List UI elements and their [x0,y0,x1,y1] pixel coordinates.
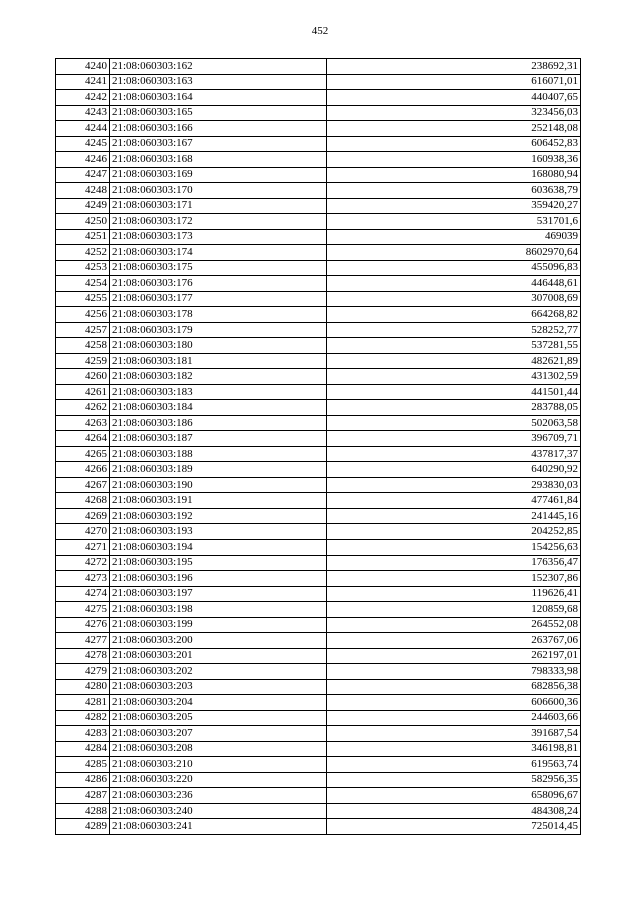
cadastral-number-cell: 21:08:060303:166 [110,121,327,137]
cadastral-value-cell: 238692,31 [327,59,581,75]
cadastral-value-cell: 8602970,64 [327,245,581,261]
cadastral-number-cell: 21:08:060303:240 [110,803,327,819]
row-number-cell: 4282 [56,710,110,726]
cadastral-value-cell: 323456,03 [327,105,581,121]
row-number-cell: 4246 [56,152,110,168]
cadastral-value-cell: 359420,27 [327,198,581,214]
table-row [56,90,581,106]
row-number-cell: 4289 [56,819,110,835]
row-number-cell: 4253 [56,260,110,276]
row-number-cell: 4273 [56,571,110,587]
cadastral-number-cell: 21:08:060303:202 [110,664,327,680]
row-number-cell: 4277 [56,633,110,649]
row-number-cell: 4250 [56,214,110,230]
table-row [56,586,581,602]
table-row [56,648,581,664]
table-row [56,602,581,618]
row-number-cell: 4261 [56,384,110,400]
cadastral-number-cell: 21:08:060303:171 [110,198,327,214]
row-number-cell: 4244 [56,121,110,137]
cadastral-number-cell: 21:08:060303:182 [110,369,327,385]
cadastral-value-cell: 283788,05 [327,400,581,416]
row-number-cell: 4265 [56,446,110,462]
cadastral-number-cell: 21:08:060303:165 [110,105,327,121]
cadastral-value-cell: 252148,08 [327,121,581,137]
cadastral-value-cell: 176356,47 [327,555,581,571]
cadastral-number-cell: 21:08:060303:174 [110,245,327,261]
cadastral-value-cell: 664268,82 [327,307,581,323]
table-row [56,477,581,493]
cadastral-value-cell: 307008,69 [327,291,581,307]
table-row [56,353,581,369]
table-row [56,105,581,121]
table-row [56,369,581,385]
cadastral-number-cell: 21:08:060303:204 [110,695,327,711]
row-number-cell: 4256 [56,307,110,323]
cadastral-number-cell: 21:08:060303:172 [110,214,327,230]
row-number-cell: 4266 [56,462,110,478]
cadastral-number-cell: 21:08:060303:236 [110,788,327,804]
cadastral-number-cell: 21:08:060303:205 [110,710,327,726]
row-number-cell: 4263 [56,415,110,431]
cadastral-value-cell: 154256,63 [327,539,581,555]
cadastral-number-cell: 21:08:060303:197 [110,586,327,602]
cadastral-number-cell: 21:08:060303:189 [110,462,327,478]
row-number-cell: 4264 [56,431,110,447]
cadastral-value-cell: 262197,01 [327,648,581,664]
table-row [56,384,581,400]
cadastral-value-cell: 619563,74 [327,757,581,773]
row-number-cell: 4278 [56,648,110,664]
cadastral-value-cell: 725014,45 [327,819,581,835]
table-body [56,59,581,835]
cadastral-number-cell: 21:08:060303:186 [110,415,327,431]
table-row [56,508,581,524]
cadastral-value-cell: 537281,55 [327,338,581,354]
row-number-cell: 4286 [56,772,110,788]
cadastral-number-cell: 21:08:060303:187 [110,431,327,447]
row-number-cell: 4288 [56,803,110,819]
cadastral-value-cell: 437817,37 [327,446,581,462]
cadastral-value-cell: 682856,38 [327,679,581,695]
row-number-cell: 4269 [56,508,110,524]
cadastral-value-table [55,58,581,835]
cadastral-number-cell: 21:08:060303:170 [110,183,327,199]
table-row [56,803,581,819]
table-row [56,664,581,680]
table-row [56,276,581,292]
cadastral-value-cell: 482621,89 [327,353,581,369]
table-row [56,617,581,633]
row-number-cell: 4271 [56,539,110,555]
page-number: 452 [311,25,329,37]
table-row [56,338,581,354]
table-row [56,214,581,230]
table-row [56,633,581,649]
table-row [56,260,581,276]
cadastral-value-cell: 640290,92 [327,462,581,478]
cadastral-number-cell: 21:08:060303:164 [110,90,327,106]
cadastral-number-cell: 21:08:060303:184 [110,400,327,416]
row-number-cell: 4260 [56,369,110,385]
table-row [56,695,581,711]
cadastral-number-cell: 21:08:060303:163 [110,74,327,90]
row-number-cell: 4272 [56,555,110,571]
cadastral-value-cell: 119626,41 [327,586,581,602]
cadastral-number-cell: 21:08:060303:191 [110,493,327,509]
table-row [56,74,581,90]
cadastral-value-cell: 455096,83 [327,260,581,276]
table-row [56,710,581,726]
cadastral-number-cell: 21:08:060303:195 [110,555,327,571]
cadastral-value-cell: 606600,36 [327,695,581,711]
cadastral-number-cell: 21:08:060303:178 [110,307,327,323]
cadastral-value-cell: 346198,81 [327,741,581,757]
cadastral-number-cell: 21:08:060303:173 [110,229,327,245]
table-row [56,788,581,804]
row-number-cell: 4249 [56,198,110,214]
row-number-cell: 4270 [56,524,110,540]
row-number-cell: 4241 [56,74,110,90]
table-row [56,819,581,835]
cadastral-value-cell: 391687,54 [327,726,581,742]
cadastral-value-cell: 477461,84 [327,493,581,509]
table-row [56,59,581,75]
row-number-cell: 4285 [56,757,110,773]
row-number-cell: 4283 [56,726,110,742]
table-row [56,245,581,261]
cadastral-number-cell: 21:08:060303:175 [110,260,327,276]
row-number-cell: 4245 [56,136,110,152]
cadastral-value-cell: 264552,08 [327,617,581,633]
cadastral-value-cell: 204252,85 [327,524,581,540]
row-number-cell: 4276 [56,617,110,633]
row-number-cell: 4242 [56,90,110,106]
cadastral-number-cell: 21:08:060303:241 [110,819,327,835]
table-row [56,726,581,742]
cadastral-number-cell: 21:08:060303:196 [110,571,327,587]
cadastral-number-cell: 21:08:060303:169 [110,167,327,183]
table-row [56,757,581,773]
cadastral-value-cell: 658096,67 [327,788,581,804]
cadastral-value-cell: 469039 [327,229,581,245]
cadastral-value-cell: 293830,03 [327,477,581,493]
cadastral-number-cell: 21:08:060303:207 [110,726,327,742]
row-number-cell: 4287 [56,788,110,804]
cadastral-number-cell: 21:08:060303:179 [110,322,327,338]
table-row [56,493,581,509]
table-row [56,121,581,137]
row-number-cell: 4262 [56,400,110,416]
row-number-cell: 4284 [56,741,110,757]
cadastral-number-cell: 21:08:060303:210 [110,757,327,773]
cadastral-number-cell: 21:08:060303:194 [110,539,327,555]
row-number-cell: 4248 [56,183,110,199]
row-number-cell: 4240 [56,59,110,75]
table-row [56,679,581,695]
row-number-cell: 4281 [56,695,110,711]
cadastral-number-cell: 21:08:060303:180 [110,338,327,354]
cadastral-number-cell: 21:08:060303:198 [110,602,327,618]
table-row [56,539,581,555]
table-row [56,136,581,152]
cadastral-value-cell: 441501,44 [327,384,581,400]
cadastral-value-cell: 431302,59 [327,369,581,385]
table-row [56,167,581,183]
cadastral-number-cell: 21:08:060303:192 [110,508,327,524]
cadastral-number-cell: 21:08:060303:168 [110,152,327,168]
cadastral-number-cell: 21:08:060303:208 [110,741,327,757]
cadastral-value-cell: 263767,06 [327,633,581,649]
table-row [56,229,581,245]
row-number-cell: 4254 [56,276,110,292]
row-number-cell: 4243 [56,105,110,121]
cadastral-value-cell: 120859,68 [327,602,581,618]
row-number-cell: 4259 [56,353,110,369]
table-row [56,571,581,587]
cadastral-value-cell: 396709,71 [327,431,581,447]
cadastral-number-cell: 21:08:060303:188 [110,446,327,462]
cadastral-value-cell: 582956,35 [327,772,581,788]
row-number-cell: 4251 [56,229,110,245]
table-row [56,446,581,462]
cadastral-value-cell: 152307,86 [327,571,581,587]
table-row [56,772,581,788]
row-number-cell: 4274 [56,586,110,602]
cadastral-value-cell: 244603,66 [327,710,581,726]
cadastral-number-cell: 21:08:060303:193 [110,524,327,540]
cadastral-number-cell: 21:08:060303:203 [110,679,327,695]
cadastral-number-cell: 21:08:060303:177 [110,291,327,307]
table-row [56,322,581,338]
row-number-cell: 4255 [56,291,110,307]
row-number-cell: 4275 [56,602,110,618]
cadastral-number-cell: 21:08:060303:167 [110,136,327,152]
table-row [56,415,581,431]
row-number-cell: 4247 [56,167,110,183]
cadastral-number-cell: 21:08:060303:200 [110,633,327,649]
row-number-cell: 4267 [56,477,110,493]
table-row [56,291,581,307]
cadastral-number-cell: 21:08:060303:176 [110,276,327,292]
cadastral-number-cell: 21:08:060303:220 [110,772,327,788]
row-number-cell: 4257 [56,322,110,338]
row-number-cell: 4258 [56,338,110,354]
cadastral-value-cell: 616071,01 [327,74,581,90]
table-row [56,462,581,478]
row-number-cell: 4268 [56,493,110,509]
cadastral-number-cell: 21:08:060303:201 [110,648,327,664]
row-number-cell: 4280 [56,679,110,695]
table-row [56,307,581,323]
cadastral-value-cell: 798333,98 [327,664,581,680]
cadastral-number-cell: 21:08:060303:199 [110,617,327,633]
row-number-cell: 4252 [56,245,110,261]
table-row [56,400,581,416]
cadastral-number-cell: 21:08:060303:190 [110,477,327,493]
cadastral-value-cell: 446448,61 [327,276,581,292]
table-row [56,183,581,199]
table-row [56,431,581,447]
cadastral-value-cell: 531701,6 [327,214,581,230]
cadastral-number-cell: 21:08:060303:162 [110,59,327,75]
cadastral-value-cell: 502063,58 [327,415,581,431]
table-row [56,152,581,168]
table-row [56,741,581,757]
cadastral-value-cell: 440407,65 [327,90,581,106]
cadastral-value-cell: 528252,77 [327,322,581,338]
row-number-cell: 4279 [56,664,110,680]
cadastral-value-cell: 241445,16 [327,508,581,524]
cadastral-value-cell: 168080,94 [327,167,581,183]
cadastral-value-cell: 484308,24 [327,803,581,819]
cadastral-number-cell: 21:08:060303:181 [110,353,327,369]
table-row [56,555,581,571]
cadastral-value-cell: 606452,83 [327,136,581,152]
table-row [56,524,581,540]
table-row [56,198,581,214]
cadastral-number-cell: 21:08:060303:183 [110,384,327,400]
cadastral-value-cell: 603638,79 [327,183,581,199]
cadastral-value-cell: 160938,36 [327,152,581,168]
